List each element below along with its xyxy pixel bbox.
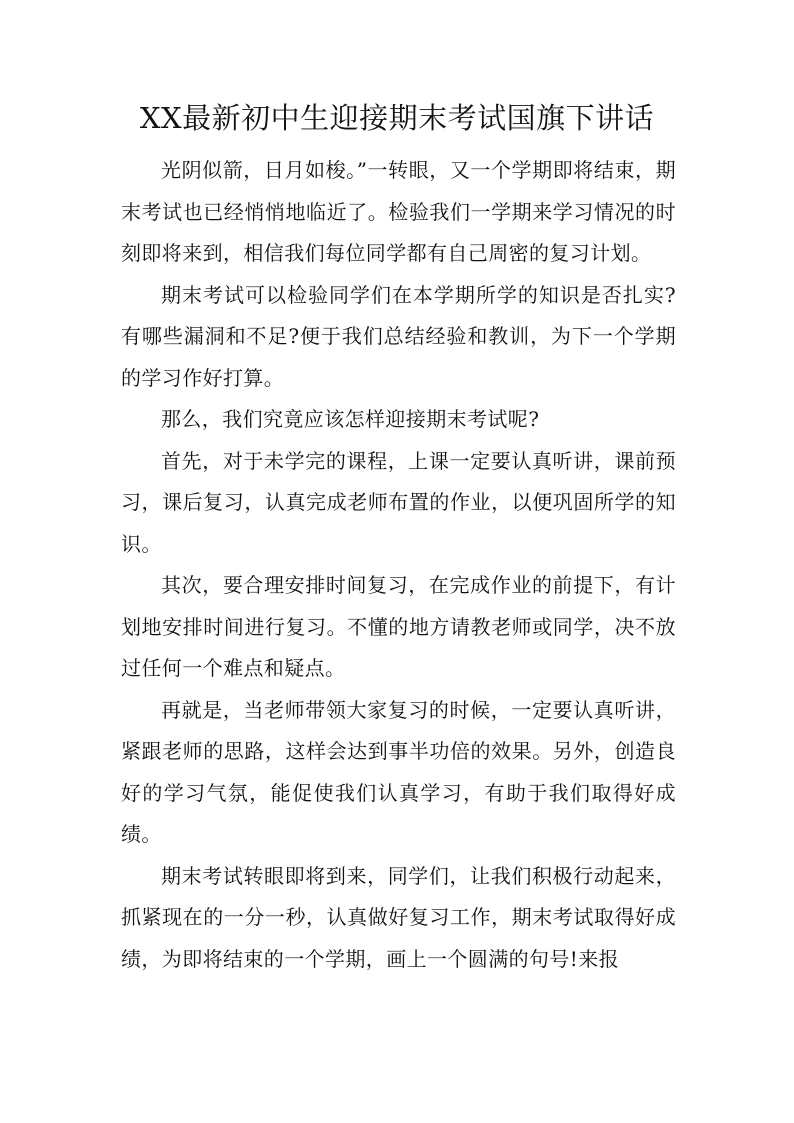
paragraph-1: 光阴似箭，日月如梭。”一转眼，又一个学期即将结束，期末考试也已经悄悄地临近了。检验我们一学期来学习情况的时刻即将来到，相信我们每位同学都有自己周密的复习计划。: [121, 158, 676, 265]
paragraph-4: 首先，对于未学完的课程，上课一定要认真听讲，课前预习，课后复习，认真完成老师布置的作业，以便巩固所学的知识。: [121, 448, 676, 556]
paragraph-7: 期末考试转眼即将到来，同学们，让我们积极行动起来，抓紧现在的一分一秒，认真做好复习工作，期末考试取得好成绩，为即将结束的一个学期，画上一个圆满的句号!来报: [121, 863, 676, 971]
paragraph-3: 那么，我们究竟应该怎样迎接期末考试呢?: [161, 407, 540, 431]
document-title: XX最新初中生迎接期末考试国旗下讲话: [139, 101, 655, 135]
document-body: [121, 150, 676, 980]
paragraph-6: 再就是，当老师带领大家复习的时候，一定要认真听讲，紧跟老师的思路，这样会达到事半功倍的效果。另外，创造良好的学习气氛，能促使我们认真学习，有助于我们取得好成绩。: [121, 697, 676, 846]
paragraph-5: 其次，要合理安排时间复习，在完成作业的前提下，有计划地安排时间进行复习。不懂的地方请教老师或同学，决不放过任何一个难点和疑点。: [121, 573, 676, 680]
paragraph-2: 期末考试可以检验同学们在本学期所学的知识是否扎实?有哪些漏洞和不足?便于我们总结经验和教训，为下一个学期的学习作好打算。: [121, 282, 676, 390]
